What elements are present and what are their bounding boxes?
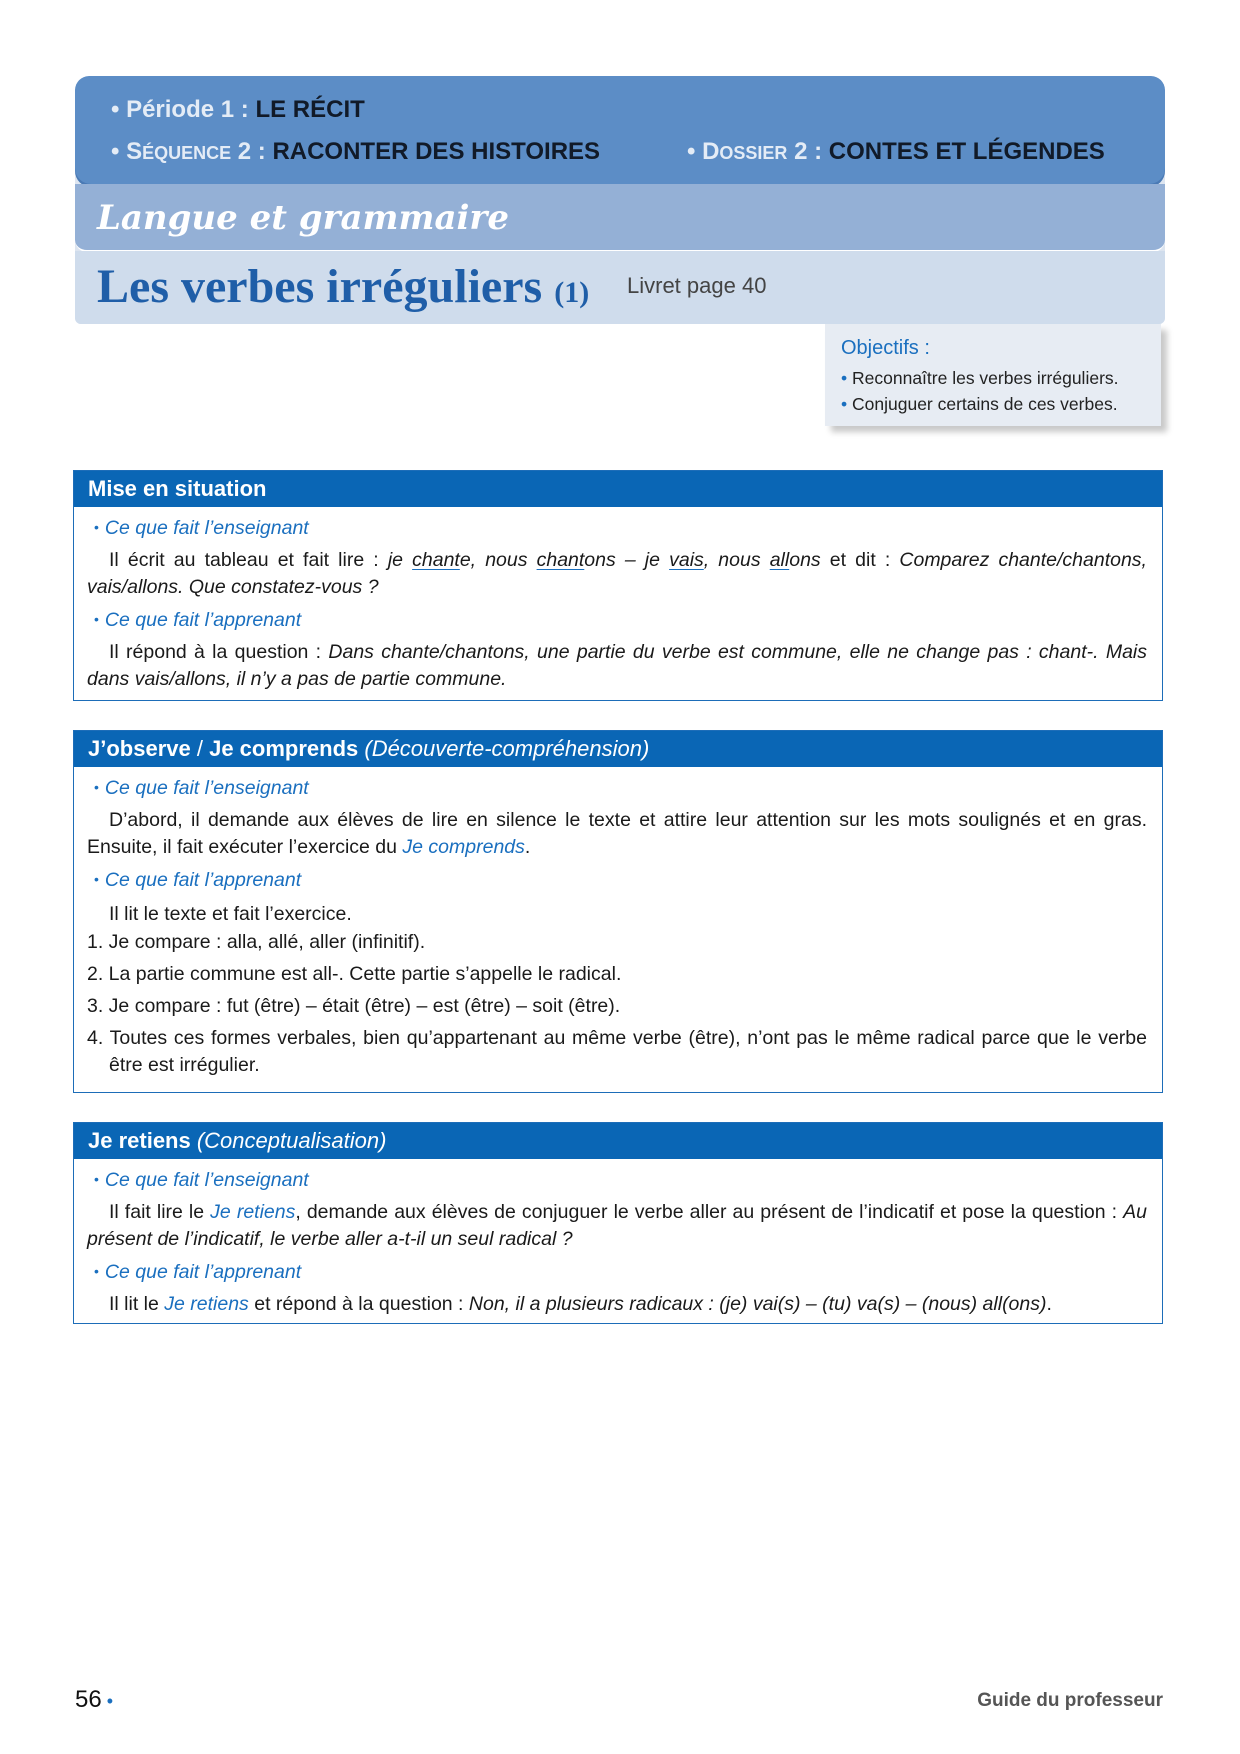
text-run: Il répond à la question :	[109, 641, 329, 663]
heading-separator: /	[190, 736, 210, 761]
text-run: Dans chante/chantons, une partie du verbe est commune, elle ne change pas : chant-. Mais dans vais/allons, il n’y a pas de partie commune.	[87, 641, 1148, 690]
reference-link-text: Je retiens	[210, 1201, 296, 1223]
text-run: , nous	[703, 549, 770, 571]
text-run: Comparez chante/chantons, vais/allons. Que constatez-vous ?	[87, 549, 1147, 598]
reference-link-text: Je retiens	[164, 1293, 249, 1315]
heading-part: J’observe	[88, 736, 191, 761]
teacher-paragraph	[87, 1199, 1147, 1253]
sequence-line	[111, 138, 600, 166]
text-run: Au présent de l’indicatif, le verbe aller a-t-il un seul radical ?	[87, 1201, 1147, 1250]
role-label: Ce que fait l’enseignant	[104, 777, 309, 799]
text-run: , demande aux élèves de conjuguer le verbe aller au présent de l’indicatif et pose la question :	[295, 1201, 1124, 1223]
dossier-label-rest: OSSIER	[719, 143, 788, 163]
heading-part: Je retiens	[88, 1128, 191, 1153]
section-heading: Mise en situation	[74, 471, 1162, 507]
periode-label: • Période 1 :	[111, 96, 256, 123]
underlined-radical: vais	[669, 549, 704, 571]
objective-item	[841, 368, 1119, 389]
page-title-text: Les verbes irréguliers	[97, 260, 543, 313]
page-number-value: 56	[75, 1686, 102, 1713]
role-apprenant	[94, 1261, 301, 1284]
dossier-line	[687, 138, 1105, 166]
learner-paragraph	[87, 639, 1147, 693]
page-number-dot: •	[101, 1691, 114, 1711]
dossier-number: 2 :	[787, 138, 829, 165]
underlined-radical: all	[769, 549, 790, 571]
header-top-band	[75, 76, 1165, 184]
objective-bullet: •	[841, 394, 852, 414]
role-label: Ce que fait l’apprenant	[104, 609, 302, 631]
sequence-label-initial: • S	[111, 138, 143, 165]
text-run: je	[387, 549, 413, 571]
learner-paragraph: Il lit le texte et fait l’exercice.	[109, 903, 352, 925]
section-j-observe	[73, 730, 1163, 1093]
objective-text: Conjuguer certains de ces verbes.	[852, 394, 1118, 414]
objectives-title: Objectifs :	[841, 337, 930, 359]
role-enseignant	[94, 1169, 309, 1192]
text-run: ons	[789, 549, 821, 571]
role-label: Ce que fait l’apprenant	[104, 869, 302, 891]
role-label: Ce que fait l’enseignant	[104, 517, 309, 539]
learner-paragraph	[87, 1291, 1147, 1318]
text-run: ons – je	[584, 549, 670, 571]
sequence-label-rest: ÉQUENCE	[142, 143, 232, 163]
underlined-radical: chant	[412, 549, 460, 571]
teacher-paragraph	[87, 807, 1147, 861]
text-run: .	[1046, 1293, 1052, 1315]
objective-item	[841, 394, 1118, 415]
periode-value: LE RÉCIT	[255, 96, 365, 123]
heading-subtitle: (Conceptualisation)	[190, 1128, 387, 1153]
teacher-paragraph	[87, 547, 1147, 601]
underlined-radical: chant	[536, 549, 585, 571]
dossier-value: CONTES ET LÉGENDES	[828, 138, 1105, 165]
page-number	[75, 1686, 113, 1714]
role-enseignant	[94, 517, 309, 540]
heading-part: Je comprends	[209, 736, 359, 761]
objective-bullet: •	[841, 368, 852, 388]
header-title-band	[75, 251, 1165, 324]
answer-item: 3. Je compare : fut (être) – était (être) – est (être) – soit (être).	[87, 995, 621, 1017]
periode-line	[111, 96, 365, 124]
role-enseignant	[94, 777, 309, 800]
section-mise-en-situation	[73, 470, 1163, 701]
role-apprenant	[94, 609, 301, 632]
section-heading	[74, 731, 1162, 767]
role-bullet: •	[94, 611, 99, 627]
sequence-value: RACONTER DES HISTOIRES	[272, 138, 601, 165]
lesson-header	[75, 76, 1165, 324]
reference-link-text: Je comprends	[402, 836, 525, 858]
subject-title: Langue et grammaire	[97, 198, 509, 238]
text-run: Non, il a plusieurs radicaux : (je) vai(s) – (tu) va(s) – (nous) all(ons)	[468, 1293, 1047, 1315]
answer-item: 4. Toutes ces formes verbales, bien qu’appartenant au même verbe (être), n’ont pas le même radical parce que le verbe être est irrégulier.	[87, 1027, 1147, 1076]
role-label: Ce que fait l’apprenant	[104, 1261, 302, 1283]
role-bullet: •	[94, 519, 99, 535]
text-run: Il lit le	[109, 1293, 165, 1315]
text-run: Il fait lire le	[109, 1201, 211, 1223]
text-run: D’abord, il demande aux élèves de lire en silence le texte et attire leur attention sur les mots soulignés et en gras. Ensuite, il fait exécuter l’exercice du	[87, 809, 1147, 858]
objective-text: Reconnaître les verbes irréguliers.	[852, 368, 1119, 388]
text-run: Il écrit au tableau et fait lire :	[109, 549, 388, 571]
objectives-box	[825, 324, 1161, 426]
role-bullet: •	[94, 1171, 99, 1187]
page-title-number: (1)	[554, 276, 590, 309]
section-heading	[74, 1123, 1162, 1159]
heading-subtitle: (Découverte-compréhension)	[358, 736, 650, 761]
page-title	[97, 259, 589, 314]
header-subject-band	[75, 184, 1165, 252]
text-run: et dit :	[820, 549, 900, 571]
text-run: et répond à la question :	[248, 1293, 469, 1315]
section-je-retiens	[73, 1122, 1163, 1324]
sequence-number: 2 :	[231, 138, 273, 165]
role-apprenant	[94, 869, 301, 892]
role-bullet: •	[94, 871, 99, 887]
livret-reference: Livret page 40	[627, 273, 767, 298]
answer-item: 1. Je compare : alla, allé, aller (infinitif).	[87, 931, 426, 953]
footer-label: Guide du professeur	[977, 1690, 1163, 1711]
text-run: .	[524, 836, 531, 858]
answer-item: 2. La partie commune est all-. Cette partie s’appelle le radical.	[87, 963, 622, 985]
role-label: Ce que fait l’enseignant	[104, 1169, 309, 1191]
text-run: e, nous	[459, 549, 537, 571]
role-bullet: •	[94, 1263, 99, 1279]
dossier-label-initial: • D	[687, 138, 720, 165]
role-bullet: •	[94, 779, 99, 795]
